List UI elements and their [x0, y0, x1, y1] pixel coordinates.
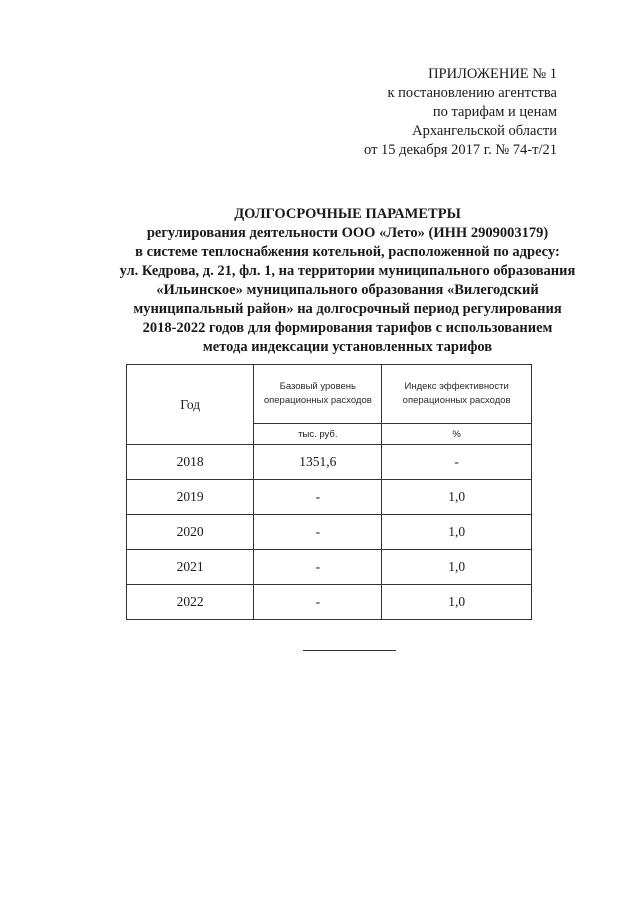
appendix-line: Архангельской области [412, 123, 557, 139]
header-index-line: операционных расходов [402, 395, 511, 406]
appendix-date: от 15 декабря 2017 г. № 74-т/21 [364, 142, 557, 158]
table-row [127, 480, 532, 515]
header-base-line: операционных расходов [263, 395, 372, 406]
heading-title: ДОЛГОСРОЧНЫЕ ПАРАМЕТРЫ [234, 206, 461, 222]
heading-line: метода индексации установленных тарифов [202, 339, 493, 355]
heading-line: «Ильинское» муниципального образования «Вилегодский [156, 282, 539, 298]
table-header-row [127, 365, 532, 424]
table-row [127, 585, 532, 620]
heading-line: ул. Кедрова, д. 21, фл. 1, на территории муниципального образования [119, 263, 576, 279]
heading-line: регулирования деятельности ООО «Лето» (ИНН 2909003179) [146, 225, 549, 241]
table-row [127, 445, 532, 480]
parameters-table [126, 364, 532, 620]
cell-base: 1351,6 [254, 445, 382, 480]
cell-base: - [254, 515, 382, 550]
header-base-level [254, 365, 382, 424]
cell-index: 1,0 [382, 515, 532, 550]
heading-line: в системе теплоснабжения котельной, расположенной по адресу: [135, 244, 560, 260]
table-row [127, 550, 532, 585]
heading-line: 2018-2022 годов для формирования тарифов с использованием [142, 320, 553, 336]
unit-index: % [382, 424, 532, 445]
table-row [127, 515, 532, 550]
cell-base: - [254, 480, 382, 515]
document-heading [95, 205, 600, 357]
cell-year: 2018 [127, 445, 254, 480]
cell-year: 2019 [127, 480, 254, 515]
appendix-block [307, 65, 557, 160]
end-rule [303, 650, 396, 651]
appendix-title: ПРИЛОЖЕНИЕ № 1 [428, 66, 557, 82]
header-efficiency-index [382, 365, 532, 424]
cell-base: - [254, 585, 382, 620]
heading-line: муниципальный район» на долгосрочный период регулирования [133, 301, 562, 317]
cell-index: 1,0 [382, 480, 532, 515]
unit-base: тыс. руб. [254, 424, 382, 445]
cell-base: - [254, 550, 382, 585]
cell-index: - [382, 445, 532, 480]
cell-index: 1,0 [382, 585, 532, 620]
cell-year: 2020 [127, 515, 254, 550]
header-base-line: Базовый уровень [279, 381, 357, 392]
cell-year: 2022 [127, 585, 254, 620]
cell-index: 1,0 [382, 550, 532, 585]
appendix-line: по тарифам и ценам [432, 104, 557, 120]
header-index-line: Индекс эффективности [404, 381, 509, 392]
header-year: Год [127, 365, 254, 445]
appendix-line: к постановлению агентства [387, 85, 557, 101]
cell-year: 2021 [127, 550, 254, 585]
